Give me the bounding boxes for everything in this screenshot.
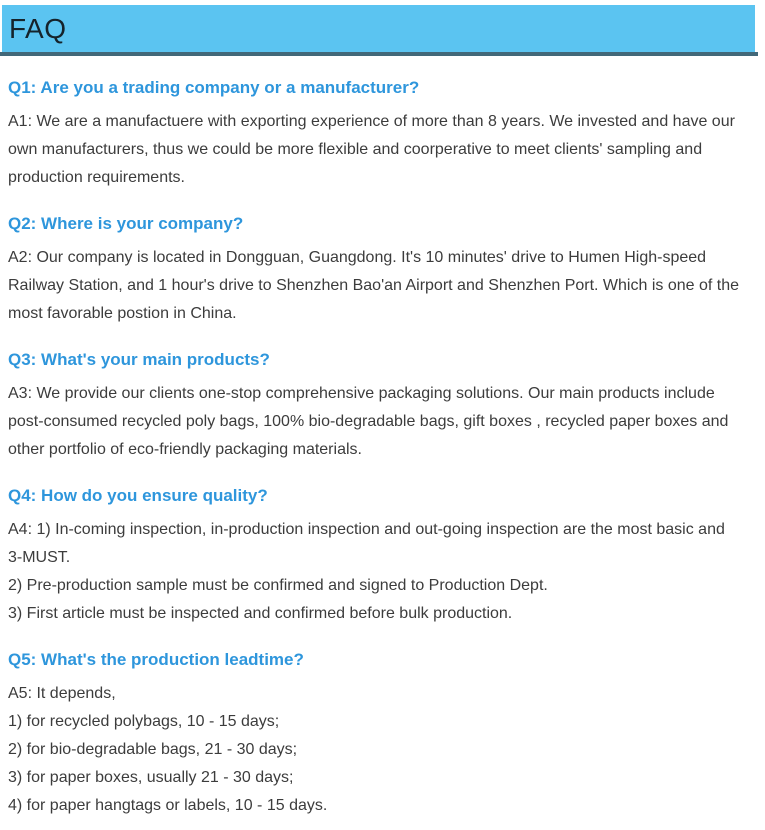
faq-page — [0, 5, 765, 830]
faq-answer — [8, 516, 741, 628]
faq-answer-line: 4) for paper hangtags or labels, 10 - 15 days. — [8, 797, 328, 814]
faq-question: Q4: How do you ensure quality? — [8, 486, 268, 505]
faq-question: Q5: What's the production leadtime? — [8, 650, 304, 669]
faq-item — [8, 212, 741, 328]
faq-question: Q1: Are you a trading company or a manufacturer? — [8, 78, 420, 97]
faq-answer-line: 3) for paper boxes, usually 21 - 30 days; — [8, 769, 294, 786]
faq-answer — [8, 680, 741, 820]
faq-answer-line: 1) for recycled polybags, 10 - 15 days; — [8, 713, 280, 730]
faq-list — [8, 76, 741, 820]
faq-answer — [8, 380, 741, 464]
faq-content — [0, 76, 765, 830]
faq-answer-line: A3: We provide our clients one-stop comprehensive packaging solutions. Our main products include post-consumed recycled poly bags, 100% bio-degradable bags, gift boxes , recycled paper boxes and other portfolio of eco-friendly packaging materials. — [8, 385, 729, 458]
faq-item — [8, 648, 741, 820]
faq-answer-line: 2) for bio-degradable bags, 21 - 30 days; — [8, 741, 298, 758]
faq-answer-line: A4: 1) In-coming inspection, in-production inspection and out-going inspection are the most basic and 3-MUST. — [8, 521, 725, 566]
section-header-bar — [2, 5, 755, 52]
faq-question: Q3: What's your main products? — [8, 350, 270, 369]
faq-answer-line: 2) Pre-production sample must be confirmed and signed to Production Dept. — [8, 577, 548, 594]
faq-answer-line: A1: We are a manufactuere with exporting experience of more than 8 years. We invested and have our own manufacturers, thus we could be more flexible and coorperative to meet clients' sampling and production requirements. — [8, 113, 735, 186]
faq-item — [8, 484, 741, 628]
faq-answer — [8, 108, 741, 192]
section-title: FAQ — [9, 12, 67, 44]
section-header-underline — [0, 5, 758, 56]
faq-answer-line: 3) First article must be inspected and confirmed before bulk production. — [8, 605, 513, 622]
faq-question: Q2: Where is your company? — [8, 214, 244, 233]
faq-item — [8, 76, 741, 192]
faq-answer — [8, 244, 741, 328]
faq-answer-line: A5: It depends, — [8, 685, 116, 702]
faq-item — [8, 348, 741, 464]
faq-answer-line: A2: Our company is located in Dongguan, Guangdong. It's 10 minutes' drive to Humen High-speed Railway Station, and 1 hour's drive to Shenzhen Bao'an Airport and Shenzhen Port. Which is one of the most favorable postion in China. — [8, 249, 739, 322]
